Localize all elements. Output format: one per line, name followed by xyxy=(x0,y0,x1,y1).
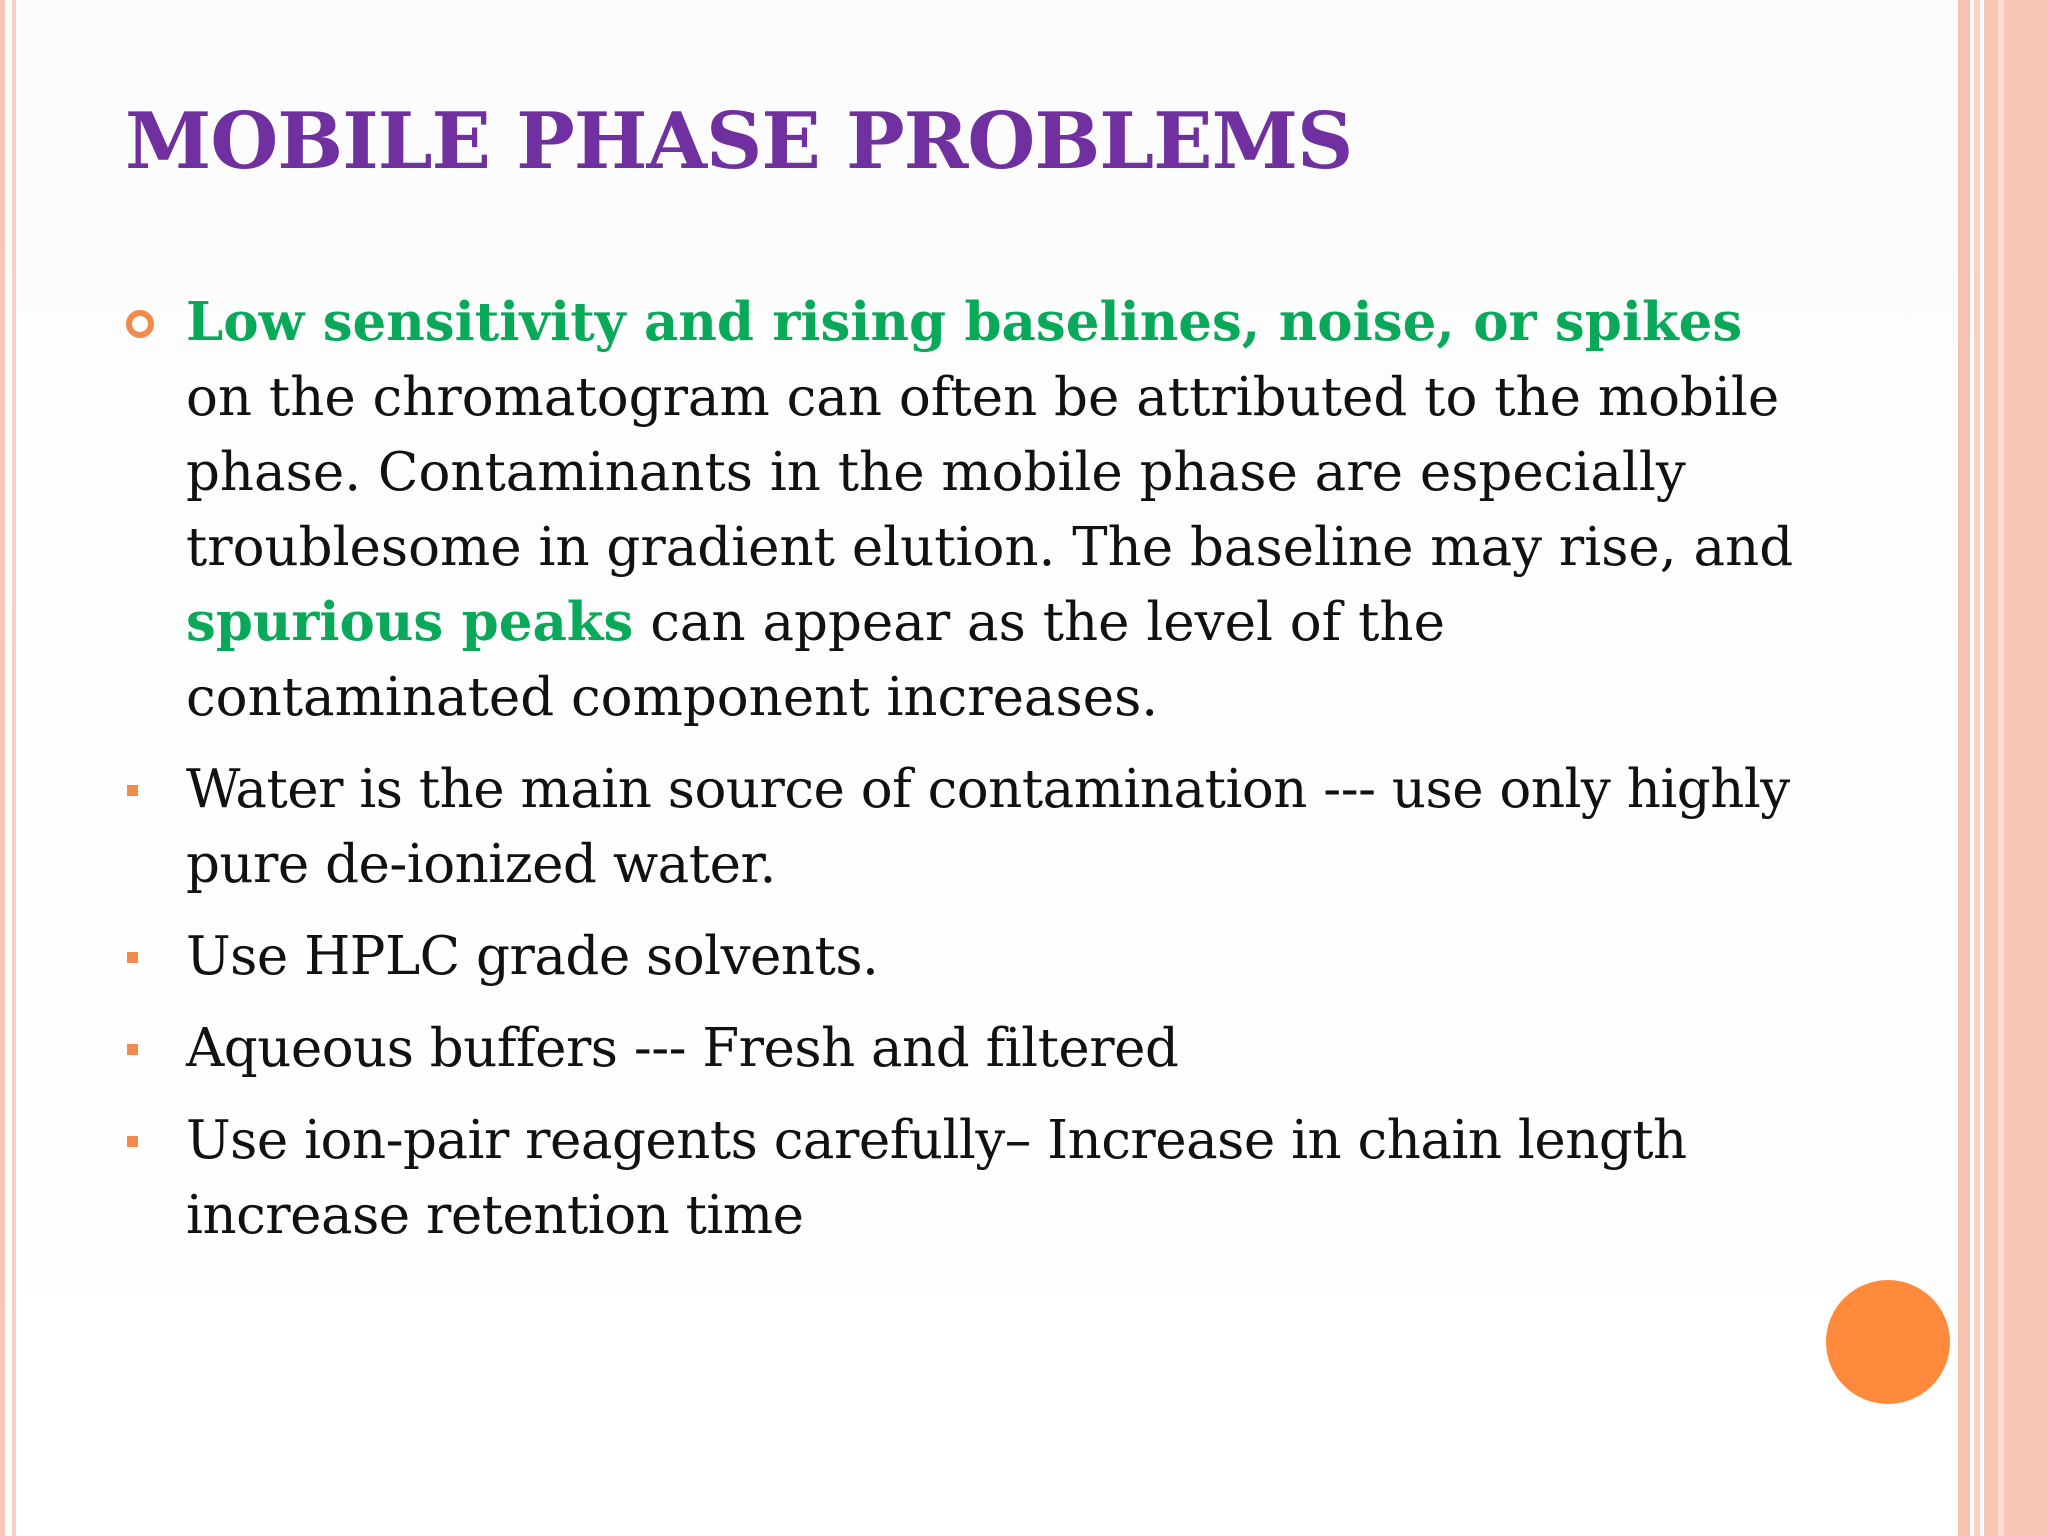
square-bullet-icon xyxy=(127,785,138,796)
highlight-low-sensitivity: Low sensitivity and rising baselines, noise, or spikes xyxy=(186,291,1743,353)
main-text-part-1: on the chromatogram can often be attributed to the mobile phase. Contaminants in the mobile phase are especially troublesome in gradient elution. The baseline may rise, and xyxy=(186,367,1794,578)
left-border-line xyxy=(0,0,5,1536)
left-border-line-inner xyxy=(12,0,16,1536)
list-item xyxy=(125,1011,1825,1086)
list-item xyxy=(125,919,1825,994)
list-item xyxy=(125,752,1825,902)
square-bullet-icon xyxy=(127,1136,138,1147)
list-item-text: Use HPLC grade solvents. xyxy=(186,926,879,987)
list-item-text: Use ion-pair reagents carefully– Increase in chain length increase retention time xyxy=(186,1110,1687,1246)
right-border-stripe xyxy=(1958,0,1970,1536)
square-bullet-icon xyxy=(127,952,138,963)
circle-bullet-icon xyxy=(126,310,154,338)
main-text-part-2: can appear as the level of the contaminated component increases. xyxy=(186,592,1445,728)
right-border-stripe-thin xyxy=(1974,0,1980,1536)
list-item xyxy=(125,1103,1825,1253)
highlight-spurious-peaks: spurious peaks xyxy=(186,591,634,653)
list-item-text: Water is the main source of contamination --- use only highly pure de-ionized water. xyxy=(186,759,1790,895)
right-border-band xyxy=(1984,0,2048,1536)
slide-content xyxy=(125,285,1825,1253)
main-bullet-text xyxy=(186,292,1793,728)
orange-circle-decoration xyxy=(1826,1280,1950,1404)
square-bullet-icon xyxy=(127,1044,138,1055)
slide-title: MOBILE PHASE PROBLEMS xyxy=(125,96,1353,187)
main-bullet-item xyxy=(125,285,1825,735)
list-item-text: Aqueous buffers --- Fresh and filtered xyxy=(186,1018,1179,1079)
right-border-band-line xyxy=(1998,0,2004,1536)
